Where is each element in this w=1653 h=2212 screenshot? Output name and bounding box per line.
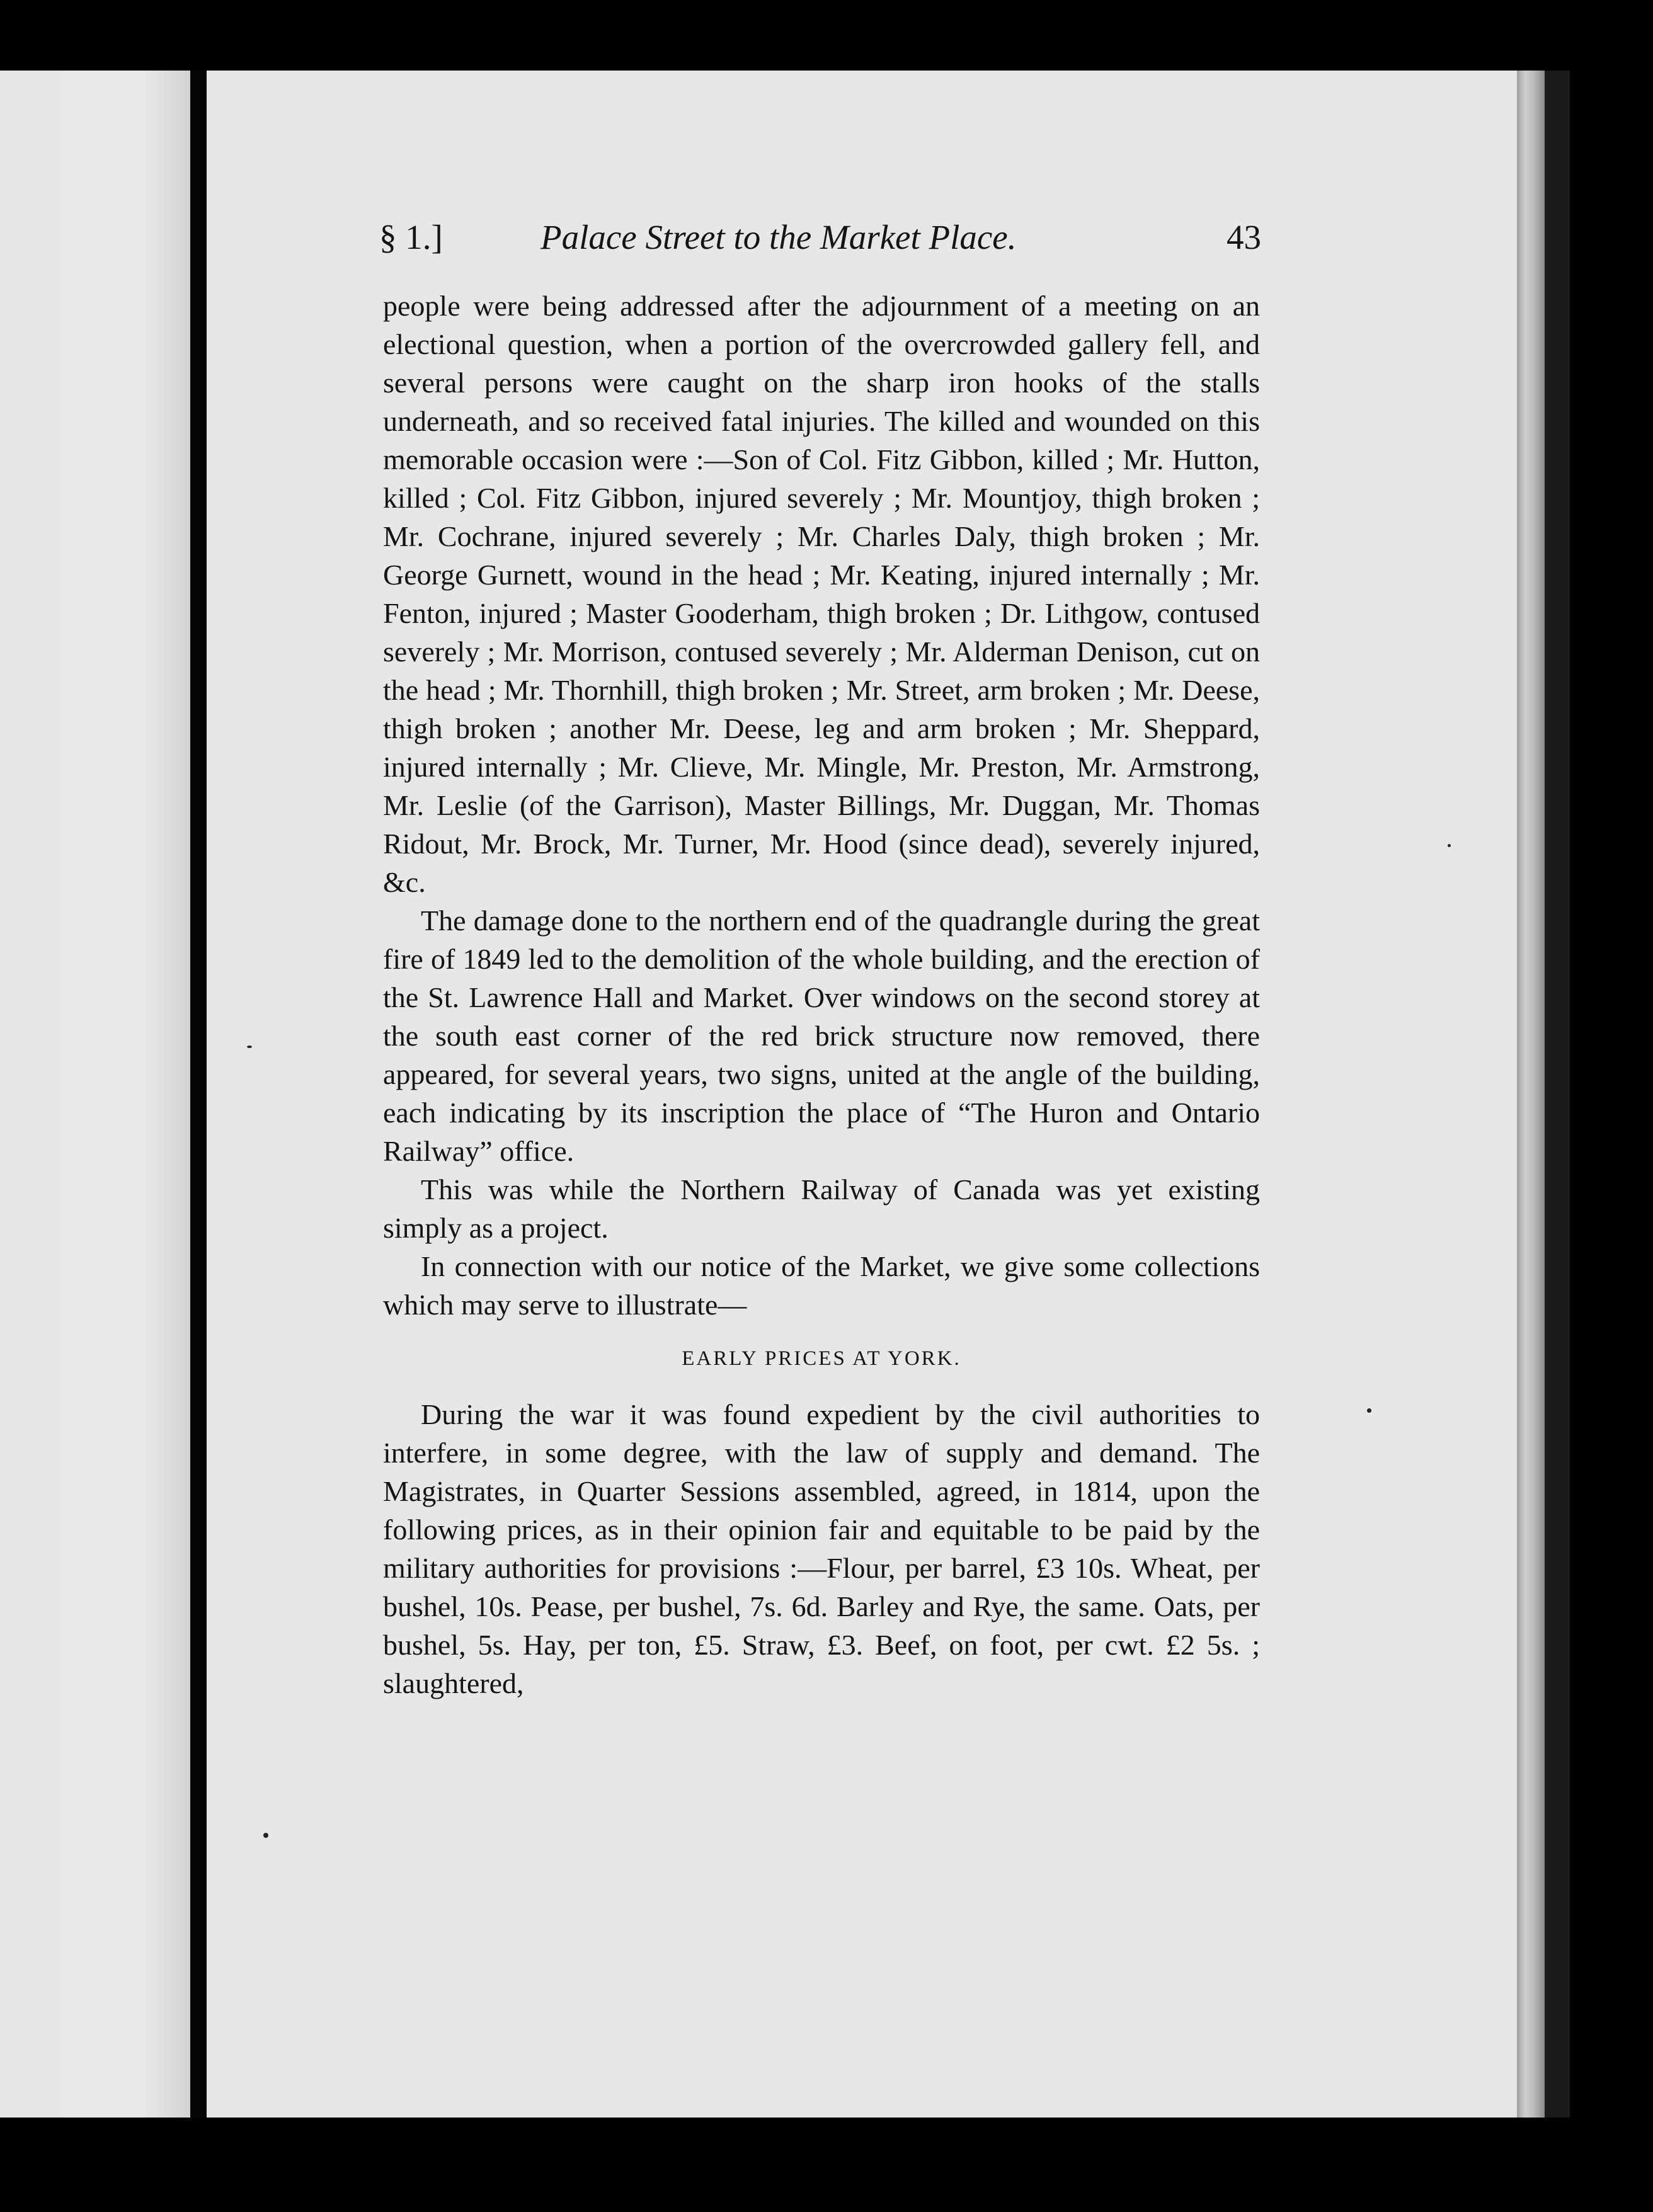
running-title: Palace Street to the Market Place. (541, 218, 1017, 256)
scan-speck (247, 1046, 252, 1048)
scan-speck (263, 1833, 268, 1838)
page-edge-shadow (1545, 71, 1570, 2118)
left-page-edge (0, 71, 190, 2118)
page-number: 43 (1227, 218, 1261, 256)
page-edge-stack (1517, 71, 1545, 2118)
running-head (379, 217, 1261, 287)
book-gutter (190, 71, 207, 2118)
section-mark: § 1.] (379, 218, 443, 256)
scan-speck (1367, 1408, 1371, 1413)
scan-speck (1448, 844, 1451, 847)
page-text (379, 217, 1261, 1702)
paragraph: The damage done to the northern end of the quadrangle during the great fire of 1849 led to the demolition of the whole building, and the erection of the St. Lawrence Hall and Market. Over windows on the second storey at the south east corner of the red brick structure now removed, there appeared, for several years, two signs, united at the angle of the building, each indicating by its inscription the place of “The Huron and Ontario Railway” office. (383, 904, 1260, 1167)
paragraph-continued: people were being addressed after the adjournment of a meeting on an electional question, when a portion of the overcrowded gallery fell, and several persons were caught on the sharp iron hooks of the stalls underneath, and so received fatal injuries. The killed and wounded on this memorable occasion were :—Son of Col. Fitz Gibbon, killed ; Mr. Hutton, killed ; Col. Fitz Gibbon, injured severely ; Mr. Mountjoy, thigh broken ; Mr. Cochrane, injured severely ; Mr. Charles Daly, thigh broken ; Mr. George Gurnett, wound in the head ; Mr. Keating, injured internally ; Mr. Fenton, injured ; Master Gooderham, thigh broken ; Dr. Lithgow, contused severely ; Mr. Morrison, contused severely ; Mr. Alderman Denison, cut on the head ; Mr. Thornhill, thigh broken ; Mr. Street, arm broken ; Mr. Deese, thigh broken ; another Mr. Deese, leg and arm broken ; Mr. Sheppard, injured internally ; Mr. Clieve, Mr. Mingle, Mr. Preston, Mr. Armstrong, Mr. Leslie (of the Garrison), Master Billings, Mr. Duggan, Mr. Thomas Ridout, Mr. Brock, Mr. Turner, Mr. Hood (since dead), severely injured, &c. (383, 290, 1260, 898)
section-heading: EARLY PRICES AT YORK. (682, 1347, 961, 1370)
paragraph: During the war it was found expedient by the civil authorities to interfere, in some degree, with the law of supply and demand. The Magistrates, in Quarter Sessions assembled, agreed, in 1814, upon the following prices, as in their opinion fair and equitable to be paid by the military authorities for provisions :—Flour, per barrel, £3 10s. Wheat, per bushel, 10s. Pease, per bushel, 7s. 6d. Barley and Rye, the same. Oats, per bushel, 5s. Hay, per ton, £5. Straw, £3. Beef, on foot, per cwt. £2 5s. ; slaughtered, (383, 1398, 1260, 1699)
paragraph: In connection with our notice of the Market, we give some collections which may serve to illustrate— (383, 1250, 1260, 1321)
paragraph: This was while the Northern Railway of Canada was yet existing simply as a project. (383, 1173, 1260, 1244)
